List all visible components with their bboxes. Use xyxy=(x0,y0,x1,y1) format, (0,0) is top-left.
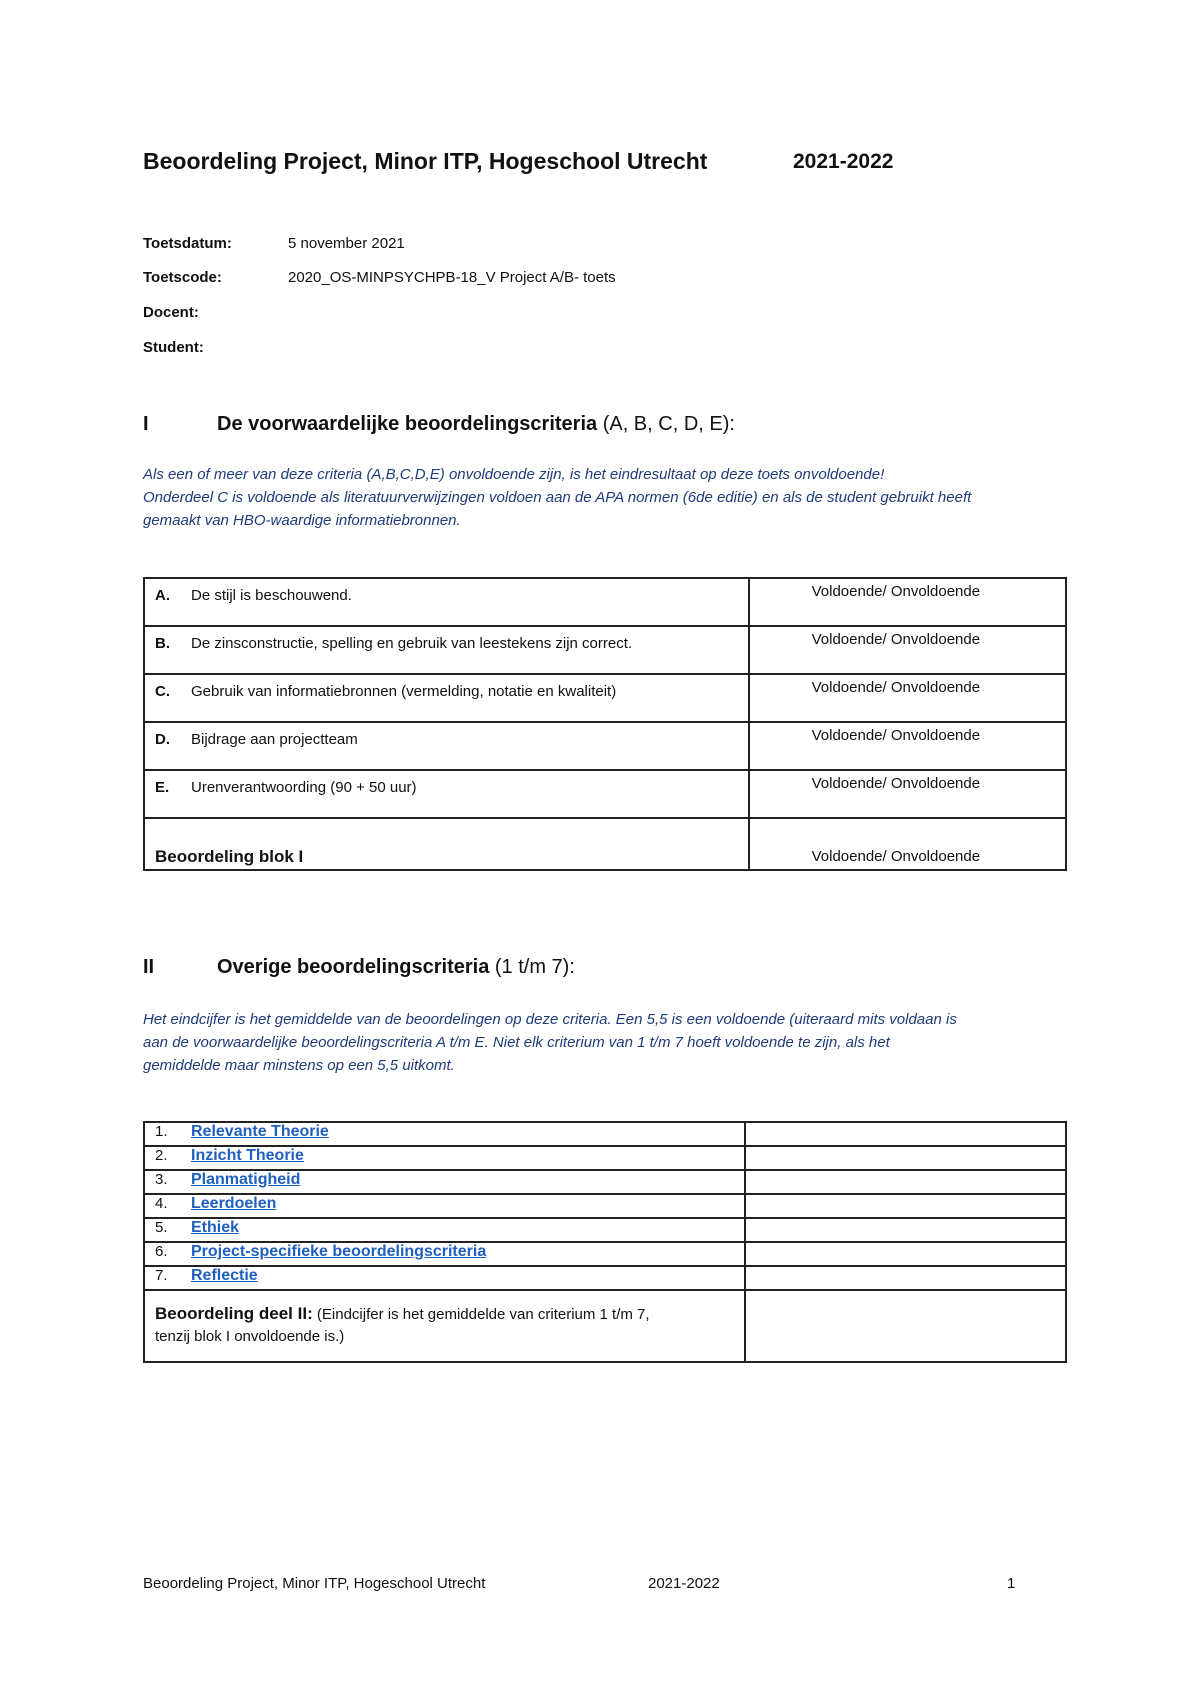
criterion-status: Voldoende/ Onvoldoende xyxy=(749,674,1066,722)
score-cell[interactable] xyxy=(745,1266,1066,1290)
criterion-status: Voldoende/ Onvoldoende xyxy=(749,770,1066,818)
note-line: gemiddelde maar minstens op een 5,5 uitkomt. xyxy=(143,1057,455,1074)
criterion-text: Urenverantwoording (90 + 50 uur) xyxy=(191,779,417,796)
criterion-index: 5. xyxy=(155,1219,168,1236)
criterion-letter: C. xyxy=(155,683,170,700)
criterion-letter: A. xyxy=(155,587,170,604)
table-row xyxy=(144,1218,1066,1242)
section-heading-bold: Overige beoordelingscriteria xyxy=(217,956,490,978)
meta-value: 2020_OS-MINPSYCHPB-18_V Project A/B- toets xyxy=(288,269,616,286)
section-1-note xyxy=(143,463,1073,532)
criterion-index: 7. xyxy=(155,1267,168,1284)
final-score-cell[interactable] xyxy=(745,1290,1066,1362)
score-cell[interactable] xyxy=(745,1122,1066,1146)
meta-value: 5 november 2021 xyxy=(288,235,405,252)
score-cell[interactable] xyxy=(745,1146,1066,1170)
table-row xyxy=(144,1170,1066,1194)
section-number: I xyxy=(143,413,149,435)
footer-year: 2021-2022 xyxy=(648,1575,720,1592)
section-heading-bold: De voorwaardelijke beoordelingscriteria xyxy=(217,413,598,435)
criterion-status: Voldoende/ Onvoldoende xyxy=(749,722,1066,770)
meta-row-student xyxy=(143,339,288,356)
summary-label: Beoordeling blok I xyxy=(144,818,749,870)
criterion-link-inzicht-theorie[interactable]: Inzicht Theorie xyxy=(191,1147,304,1164)
criterion-link-leerdoelen[interactable]: Leerdoelen xyxy=(191,1195,277,1212)
page-number: 1 xyxy=(1007,1575,1016,1592)
criterion-index: 3. xyxy=(155,1171,168,1188)
criterion-link-reflectie[interactable]: Reflectie xyxy=(191,1267,258,1284)
section-2-heading xyxy=(143,956,575,979)
table-row xyxy=(144,626,1066,674)
table-row-final xyxy=(144,1290,1066,1362)
criterion-letter: E. xyxy=(155,779,170,796)
score-cell[interactable] xyxy=(745,1170,1066,1194)
criterion-text: Bijdrage aan projectteam xyxy=(191,731,358,748)
criterion-link-relevante-theorie[interactable]: Relevante Theorie xyxy=(191,1123,329,1140)
score-cell[interactable] xyxy=(745,1218,1066,1242)
meta-label: Student: xyxy=(143,339,204,356)
section-number: II xyxy=(143,956,155,978)
criterion-index: 4. xyxy=(155,1195,168,1212)
section-heading-plain: (1 t/m 7): xyxy=(489,956,575,978)
criterion-index: 1. xyxy=(155,1123,168,1140)
summary-status: Voldoende/ Onvoldoende xyxy=(749,818,1066,870)
table-row-summary xyxy=(144,818,1066,870)
criterion-status: Voldoende/ Onvoldoende xyxy=(749,578,1066,626)
criterion-text: De zinsconstructie, spelling en gebruik van leestekens zijn correct. xyxy=(191,635,633,652)
score-cell[interactable] xyxy=(745,1194,1066,1218)
criterion-text: De stijl is beschouwend. xyxy=(191,587,352,604)
meta-label: Toetsdatum: xyxy=(143,235,232,252)
final-text-2: tenzij blok I onvoldoende is.) xyxy=(155,1328,345,1345)
meta-row-date xyxy=(143,235,405,252)
footer-title: Beoordeling Project, Minor ITP, Hogeschool Utrecht xyxy=(143,1575,486,1592)
table-row xyxy=(144,1194,1066,1218)
criterion-link-planmatigheid[interactable]: Planmatigheid xyxy=(191,1171,301,1188)
criterion-index: 6. xyxy=(155,1243,168,1260)
section-1-heading xyxy=(143,413,735,436)
page-title: Beoordeling Project, Minor ITP, Hogeschool Utrecht xyxy=(143,148,708,174)
meta-label: Toetscode: xyxy=(143,269,222,286)
table-row xyxy=(144,770,1066,818)
other-criteria-table xyxy=(143,1121,1067,1363)
meta-row-code xyxy=(143,269,616,286)
criterion-letter: D. xyxy=(155,731,170,748)
table-row xyxy=(144,722,1066,770)
page-year: 2021-2022 xyxy=(793,150,894,173)
final-label-block xyxy=(145,1291,744,1348)
score-cell[interactable] xyxy=(745,1242,1066,1266)
criterion-link-ethiek[interactable]: Ethiek xyxy=(191,1219,240,1236)
meta-label: Docent: xyxy=(143,304,199,321)
conditional-criteria-table xyxy=(143,577,1067,871)
meta-row-docent xyxy=(143,304,288,321)
table-row xyxy=(144,1266,1066,1290)
note-line: Het eindcijfer is het gemiddelde van de beoordelingen op deze criteria. Een 5,5 is een voldoende (uiteraard mits voldaan is xyxy=(143,1011,957,1028)
note-line: Als een of meer van deze criteria (A,B,C,D,E) onvoldoende zijn, is het eindresultaat op deze toets onvoldoende! xyxy=(143,466,885,483)
section-heading-plain: (A, B, C, D, E): xyxy=(597,413,735,435)
criterion-index: 2. xyxy=(155,1147,168,1164)
table-row xyxy=(144,1146,1066,1170)
criterion-link-project-specifieke[interactable]: Project-specifieke beoordelingscriteria xyxy=(191,1243,487,1260)
note-line: gemaakt van HBO-waardige informatiebronnen. xyxy=(143,512,461,529)
table-row xyxy=(144,578,1066,626)
final-text: (Eindcijfer is het gemiddelde van criterium 1 t/m 7, xyxy=(312,1306,650,1323)
note-line: Onderdeel C is voldoende als literatuurverwijzingen voldoen aan de APA normen (6de editie) en als de student gebruikt heeft xyxy=(143,489,972,506)
section-2-note xyxy=(143,1008,1073,1077)
table-row xyxy=(144,674,1066,722)
criterion-letter: B. xyxy=(155,635,170,652)
table-row xyxy=(144,1122,1066,1146)
note-line: aan de voorwaardelijke beoordelingscriteria A t/m E. Niet elk criterium van 1 t/m 7 hoeft voldoende te zijn, als het xyxy=(143,1034,890,1051)
criterion-text: Gebruik van informatiebronnen (vermelding, notatie en kwaliteit) xyxy=(191,683,617,700)
table-row xyxy=(144,1242,1066,1266)
final-label: Beoordeling deel II: xyxy=(155,1304,313,1323)
criterion-status: Voldoende/ Onvoldoende xyxy=(749,626,1066,674)
